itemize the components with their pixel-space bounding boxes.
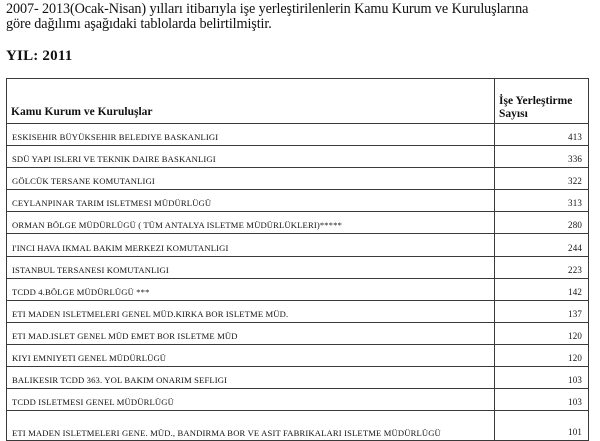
table-row — [7, 124, 589, 146]
institution-name: TCDD 4.BÖLGE MÜDÜRLÜGÜ *** — [7, 278, 495, 300]
institution-name: I'INCI HAVA IKMAL BAKIM MERKEZI KOMUTANLIGI — [7, 234, 495, 256]
placement-count: 313 — [495, 190, 589, 212]
header-placements-line-2: Sayısı — [499, 107, 528, 120]
institution-name: TCDD ISLETMESI GENEL MÜDÜRLÜGÜ — [7, 389, 495, 411]
placement-count: 336 — [495, 146, 589, 168]
table-row — [7, 190, 589, 212]
intro-line-2: göre dağılımı aşağıdaki tablolarda belirtilmiştir. — [6, 16, 272, 32]
institution-name: ETI MADEN ISLETMELERI GENEL MÜD.KIRKA BOR ISLETME MÜD. — [7, 300, 495, 322]
table-row — [7, 168, 589, 190]
header-institution: Kamu Kurum ve Kuruluşlar — [7, 79, 495, 124]
placement-count: 413 — [495, 124, 589, 146]
placement-count: 101 — [495, 411, 589, 441]
placement-count: 142 — [495, 278, 589, 300]
institution-name: ESKISEHIR BÜYÜKSEHIR BELEDIYE BASKANLIGI — [7, 124, 495, 146]
placement-count: 244 — [495, 234, 589, 256]
institution-name: KIYI EMNIYETI GENEL MÜDÜRLÜGÜ — [7, 344, 495, 366]
table-header-row — [7, 79, 589, 124]
header-placements-line-1: İşe Yerleştirme — [499, 95, 573, 107]
table-row — [7, 322, 589, 344]
institution-name: ETI MADEN ISLETMELERI GENE. MÜD., BANDIRMA BOR VE ASIT FABRIKALARI ISLETME MÜDÜRLÜGÜ — [7, 411, 495, 441]
placements-table — [6, 78, 589, 441]
institution-name: CEYLANPINAR TARIM ISLETMESI MÜDÜRLÜGÜ — [7, 190, 495, 212]
placement-count: 223 — [495, 256, 589, 278]
table-row — [7, 256, 589, 278]
table-row — [7, 146, 589, 168]
year-heading: YIL: 2011 — [6, 48, 73, 64]
placement-count: 103 — [495, 367, 589, 389]
intro-paragraph — [6, 2, 596, 32]
table-row — [7, 234, 589, 256]
placement-count: 137 — [495, 300, 589, 322]
institution-name: BALIKESIR TCDD 363. YOL BAKIM ONARIM SEFLIGI — [7, 367, 495, 389]
table-row — [7, 212, 589, 234]
table-row — [7, 344, 589, 366]
table-row — [7, 300, 589, 322]
placement-count: 120 — [495, 344, 589, 366]
table-row — [7, 367, 589, 389]
table-row — [7, 411, 589, 441]
institution-name: SDÜ YAPI ISLERI VE TEKNIK DAIRE BASKANLIGI — [7, 146, 495, 168]
header-placements — [495, 79, 589, 124]
institution-name: ORMAN BÖLGE MÜDÜRLÜGÜ ( TÜM ANTALYA ISLETME MÜDÜRLÜKLERI)***** — [7, 212, 495, 234]
placement-count: 322 — [495, 168, 589, 190]
placement-count: 280 — [495, 212, 589, 234]
intro-line-1: 2007- 2013(Ocak-Nisan) yılları itibarıyla işe yerleştirilenlerin Kamu Kurum ve Kuruluşlarına — [6, 1, 529, 17]
placement-count: 120 — [495, 322, 589, 344]
table-row — [7, 278, 589, 300]
institution-name: GÖLCÜK TERSANE KOMUTANLIGI — [7, 168, 495, 190]
institution-name: ISTANBUL TERSANESI KOMUTANLIGI — [7, 256, 495, 278]
placement-count: 103 — [495, 389, 589, 411]
institution-name: ETI MAD.ISLET GENEL MÜD EMET BOR ISLETME MÜD — [7, 322, 495, 344]
